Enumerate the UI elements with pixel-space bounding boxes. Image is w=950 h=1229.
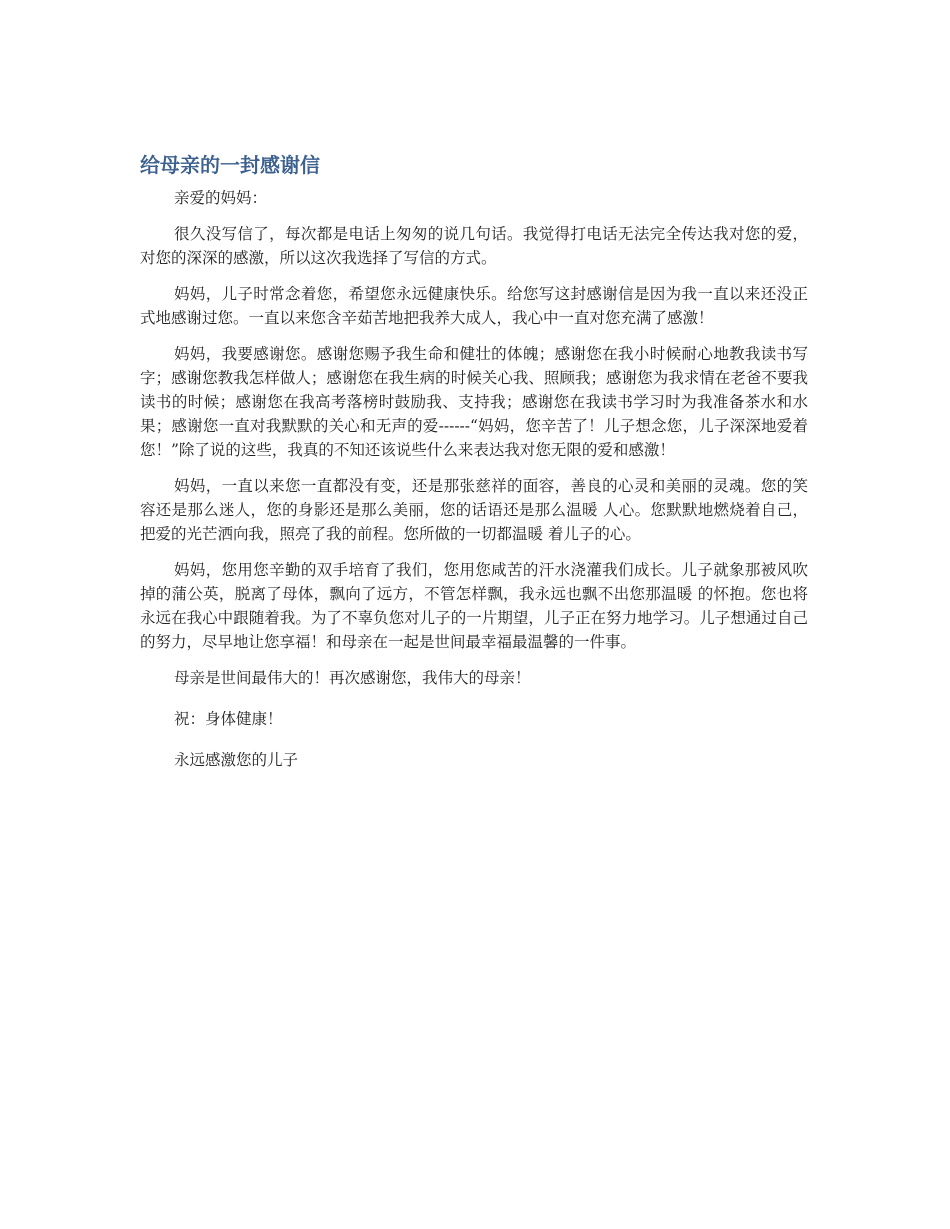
letter-salutation: 亲爱的妈妈： xyxy=(174,189,268,207)
letter-closing-wish: 祝：身体健康！ xyxy=(174,710,283,728)
letter-page xyxy=(140,150,808,789)
letter-paragraph-2: 妈妈，儿子时常念着您，希望您永远健康快乐。给您写这封感谢信是因为我一直以来还没正式地感谢过您。一直以来您含辛茹苦地把我养大成人，我心中一直对您充满了感激！ xyxy=(140,285,808,327)
letter-paragraph-5: 妈妈，您用您辛勤的双手培育了我们，您用您咸苦的汗水浇灌我们成长。儿子就象那被风吹掉的蒲公英，脱离了母体，飘向了远方，不管怎样飘，我永远也飘不出您那温暖 的怀抱。您也将永远在我心中跟随着我。为了不辜负您对儿子的一片期望，儿子正在努力地学习。儿子想通过自己的努力，尽早地让您享福！和母亲在一起是世间最幸福最温馨的一件事。 xyxy=(140,561,808,651)
letter-closing-thanks: 母亲是世间最伟大的！再次感谢您，我伟大的母亲！ xyxy=(174,669,531,687)
letter-paragraph-3: 妈妈，我要感谢您。感谢您赐予我生命和健壮的体魄；感谢您在我小时候耐心地教我读书写字；感谢您教我怎样做人；感谢您在我生病的时候关心我、照顾我；感谢您为我求情在老爸不要我读书的时候；感谢您在我高考落榜时鼓励我、支持我；感谢您在我读书学习时为我准备茶水和水果；感谢您一直对我默默的关心和无声的爱------“妈妈，您辛苦了！儿子想念您，儿子深深地爱着您！”除了说的这些，我真的不知还该说些什么来表达我对您无限的爱和感激！ xyxy=(140,345,808,459)
letter-paragraph-4: 妈妈，一直以来您一直都没有变，还是那张慈祥的面容，善良的心灵和美丽的灵魂。您的笑容还是那么迷人，您的身影还是那么美丽，您的话语还是那么温暖 人心。您默默地燃烧着自己，把爱的光芒洒向我，照亮了我的前程。您所做的一切都温暖 着儿子的心。 xyxy=(140,477,808,543)
letter-signature: 永远感激您的儿子 xyxy=(174,751,299,769)
letter-paragraph-1: 很久没写信了，每次都是电话上匆匆的说几句话。我觉得打电话无法完全传达我对您的爱，对您的深深的感激，所以这次我选择了写信的方式。 xyxy=(140,225,808,267)
letter-title: 给母亲的一封感谢信 xyxy=(140,153,320,177)
